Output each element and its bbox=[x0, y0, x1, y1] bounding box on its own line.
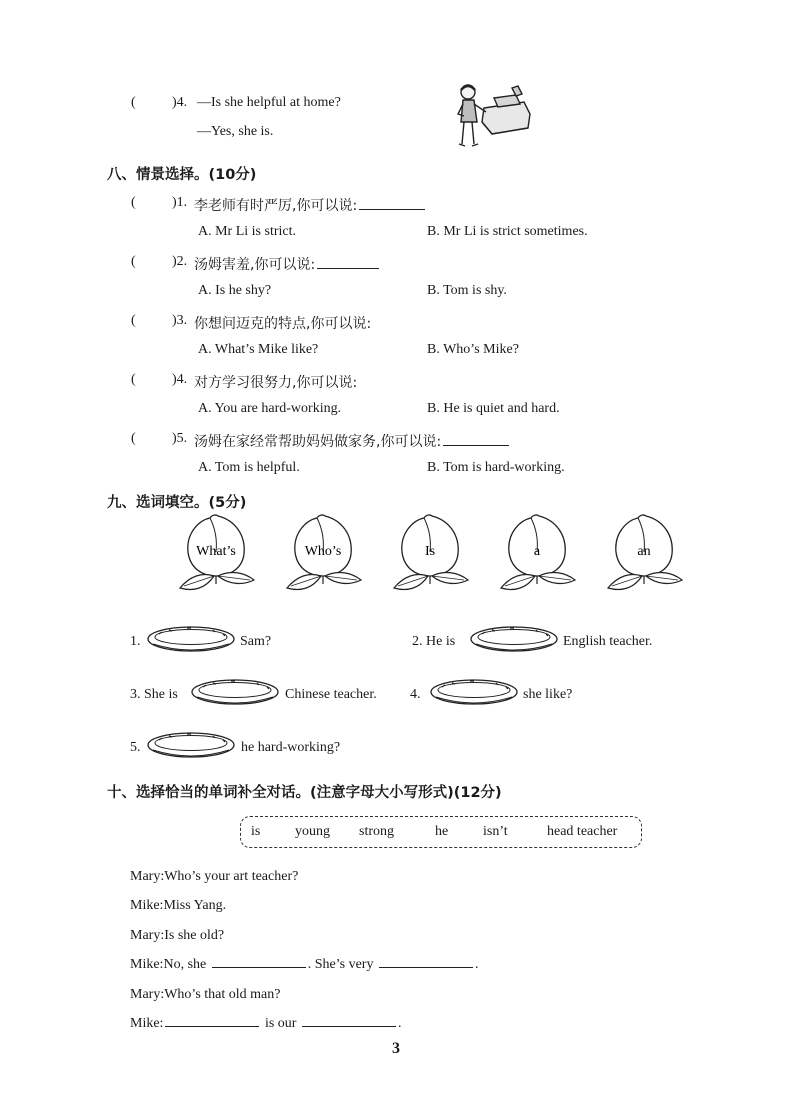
dialogue-line-5: Mary:Who’s that old man? bbox=[130, 987, 281, 1002]
question-line: —Is she helpful at home? bbox=[197, 95, 341, 110]
option-b: B. Tom is hard-working. bbox=[427, 460, 565, 475]
blank-line[interactable] bbox=[212, 966, 306, 968]
blank-line[interactable] bbox=[302, 1025, 396, 1027]
option-b: B. Tom is shy. bbox=[427, 283, 507, 298]
item-prompt: 汤姆害羞,你可以说: bbox=[194, 254, 381, 274]
dialogue-line-4: Mike:No, she . She’s very . bbox=[130, 957, 479, 972]
sentence-prefix: 5. bbox=[130, 740, 141, 755]
dialogue-line-3: Mary:Is she old? bbox=[130, 928, 225, 943]
word-option[interactable]: is bbox=[251, 824, 261, 839]
sentence-prefix: 3. She is bbox=[130, 687, 178, 702]
peach-word-2[interactable]: Who’s bbox=[304, 544, 342, 559]
peach-word-5[interactable]: an bbox=[637, 544, 651, 559]
section-9-heading: 九、选词填空。(5分) bbox=[107, 495, 247, 511]
answer-paren[interactable]: ( bbox=[131, 313, 136, 328]
dialogue-line-1: Mary:Who’s your art teacher? bbox=[130, 869, 299, 884]
dialogue-line-6: Mike: is our . bbox=[130, 1016, 402, 1031]
blank-line[interactable] bbox=[165, 1025, 259, 1027]
girl-washing-illustration bbox=[452, 82, 532, 154]
blank-line[interactable] bbox=[359, 208, 425, 210]
answer-paren[interactable]: ( bbox=[131, 372, 136, 387]
sentence-suffix: Sam? bbox=[240, 634, 272, 649]
peach-word-1[interactable]: What’s bbox=[196, 544, 236, 559]
section-10-heading: 十、选择恰当的单词补全对话。(注意字母大小写形式)(12分) bbox=[107, 785, 502, 801]
item-number: )4. bbox=[172, 372, 188, 387]
item-number: )5. bbox=[172, 431, 188, 446]
sentence-suffix: Chinese teacher. bbox=[285, 687, 377, 702]
word-option[interactable]: strong bbox=[359, 824, 394, 839]
sentence-prefix: 4. bbox=[410, 687, 421, 702]
peach-word-4[interactable]: a bbox=[533, 544, 541, 559]
sentence-suffix: he hard-working? bbox=[241, 740, 341, 755]
option-a: A. Mr Li is strict. bbox=[198, 224, 296, 239]
plate-blank[interactable] bbox=[430, 679, 520, 709]
item-number: )2. bbox=[172, 254, 188, 269]
answer-line: —Yes, she is. bbox=[197, 124, 274, 139]
word-option[interactable]: head teacher bbox=[547, 824, 618, 839]
sentence-prefix: 1. bbox=[130, 634, 141, 649]
page-number: 3 bbox=[392, 1040, 400, 1057]
blank-line[interactable] bbox=[317, 267, 379, 269]
peach-word-3[interactable]: Is bbox=[424, 544, 436, 559]
option-a: A. You are hard-working. bbox=[198, 401, 342, 416]
option-b: B. Mr Li is strict sometimes. bbox=[427, 224, 588, 239]
item-prompt: 李老师有时严厉,你可以说: bbox=[194, 195, 427, 215]
section-8-heading: 八、情景选择。(10分) bbox=[107, 167, 257, 183]
answer-paren[interactable]: ( bbox=[131, 431, 136, 446]
option-a: A. Is he shy? bbox=[198, 283, 272, 298]
answer-paren-close: )4. bbox=[172, 95, 188, 110]
option-a: A. Tom is helpful. bbox=[198, 460, 300, 475]
word-bank-box bbox=[240, 816, 642, 848]
option-b: B. Who’s Mike? bbox=[427, 342, 519, 357]
option-a: A. What’s Mike like? bbox=[198, 342, 319, 357]
peach-word-bank bbox=[170, 512, 700, 604]
answer-paren[interactable]: ( bbox=[131, 195, 136, 210]
sentence-prefix: 2. He is bbox=[412, 634, 456, 649]
item-prompt: 汤姆在家经常帮助妈妈做家务,你可以说: bbox=[194, 431, 511, 451]
word-option[interactable]: young bbox=[295, 824, 330, 839]
blank-line[interactable] bbox=[443, 444, 509, 446]
answer-paren[interactable]: ( bbox=[131, 254, 136, 269]
plate-blank[interactable] bbox=[147, 732, 237, 762]
plate-blank[interactable] bbox=[147, 626, 237, 656]
word-option[interactable]: he bbox=[435, 824, 449, 839]
sentence-suffix: she like? bbox=[523, 687, 573, 702]
item-number: )1. bbox=[172, 195, 188, 210]
answer-paren[interactable]: ( bbox=[131, 95, 136, 110]
word-option[interactable]: isn’t bbox=[483, 824, 508, 839]
item-prompt: 你想问迈克的特点,你可以说: bbox=[194, 316, 372, 332]
plate-blank[interactable] bbox=[470, 626, 560, 656]
blank-line[interactable] bbox=[379, 966, 473, 968]
item-prompt: 对方学习很努力,你可以说: bbox=[194, 375, 358, 391]
plate-blank[interactable] bbox=[191, 679, 281, 709]
dialogue-line-2: Mike:Miss Yang. bbox=[130, 898, 227, 913]
option-b: B. He is quiet and hard. bbox=[427, 401, 560, 416]
sentence-suffix: English teacher. bbox=[563, 634, 653, 649]
item-number: )3. bbox=[172, 313, 188, 328]
